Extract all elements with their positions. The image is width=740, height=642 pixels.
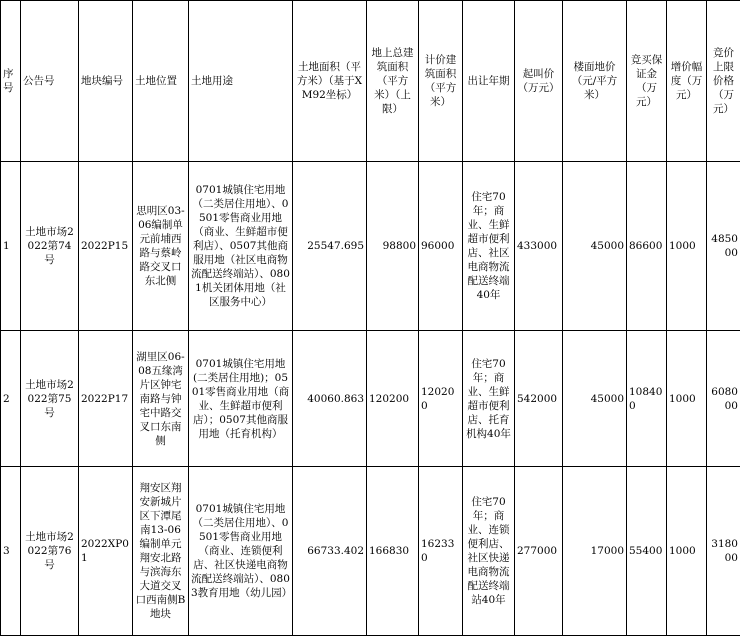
table-row: [1, 467, 740, 636]
header-area: 土地面积（平方米）（基于XM92坐标）: [293, 1, 367, 162]
cell-seq: 1: [1, 162, 21, 331]
cell-start-price: 542000: [515, 331, 563, 467]
cell-notice: 土地市场2022第75号: [21, 331, 79, 467]
header-floor-price: 楼面地价（元/平方米）: [563, 1, 627, 162]
cell-calc-area: 120200: [419, 331, 463, 467]
cell-location: 翔安区翔安新城片区下潭尾南13-06编制单元翔安北路与滨海东大道交叉口西南侧B地块: [133, 467, 189, 636]
cell-plot: 2022P17: [79, 331, 133, 467]
header-use: 土地用途: [189, 1, 293, 162]
header-plot: 地块编号: [79, 1, 133, 162]
cell-term: 住宅70年；商业、生鲜超市便利店、托育机构40年: [463, 331, 515, 467]
cell-seq: 3: [1, 467, 21, 636]
cell-use: 0701城镇住宅用地（二类居住用地）、0501零售商业用地（商业、连锁便利店、社区快递电商物流配送终端站）、0803教育用地（幼儿园）: [189, 467, 293, 636]
header-deposit: 竞买保证金（万元）: [627, 1, 667, 162]
header-term: 出让年期: [463, 1, 515, 162]
header-cap-price: 竞价上限价格（万元）: [707, 1, 740, 162]
cell-cap-price: 485000: [707, 162, 740, 331]
cell-term: 住宅70年；商业、生鲜超市便利店、社区电商物流配送终端40年: [463, 162, 515, 331]
header-seq: 序号: [1, 1, 21, 162]
cell-increment: 1000: [667, 331, 707, 467]
cell-term: 住宅70年；商业、连锁便利店、社区快递电商物流配送终端站40年: [463, 467, 515, 636]
cell-increment: 1000: [667, 467, 707, 636]
cell-building-cap: 166830: [367, 467, 419, 636]
cell-area: 25547.695: [293, 162, 367, 331]
cell-deposit: 86600: [627, 162, 667, 331]
cell-start-price: 433000: [515, 162, 563, 331]
cell-cap-price: 608000: [707, 331, 740, 467]
cell-cap-price: 318000: [707, 467, 740, 636]
header-notice: 公告号: [21, 1, 79, 162]
cell-floor-price: 45000: [563, 162, 627, 331]
cell-floor-price: 45000: [563, 331, 627, 467]
cell-notice: 土地市场2022第74号: [21, 162, 79, 331]
cell-calc-area: 162330: [419, 467, 463, 636]
table-row: [1, 331, 740, 467]
header-start-price: 起叫价（万元）: [515, 1, 563, 162]
cell-floor-price: 17000: [563, 467, 627, 636]
header-row: [1, 1, 740, 162]
cell-plot: 2022P15: [79, 162, 133, 331]
cell-plot: 2022XP01: [79, 467, 133, 636]
cell-increment: 1000: [667, 162, 707, 331]
cell-use: 0701城镇住宅用地（二类居住用地）、0501零售商业用地（商业、生鲜超市便利店）、0507其他商服用地（社区电商物流配送终端站）、0801机关团体用地（社区服务中心）: [189, 162, 293, 331]
cell-area: 66733.402: [293, 467, 367, 636]
cell-building-cap: 120200: [367, 331, 419, 467]
cell-location: 湖里区06-08五缘湾片区钟宅南路与钟宅中路交叉口东南侧: [133, 331, 189, 467]
cell-area: 40060.863: [293, 331, 367, 467]
cell-building-cap: 98800: [367, 162, 419, 331]
header-building-cap: 地上总建筑面积（平方米）（上限）: [367, 1, 419, 162]
cell-use: 0701城镇住宅用地(二类居住用地)；0501零售商业用地（商业、生鲜超市便利店）；0507其他商服用地（托育机构）: [189, 331, 293, 467]
cell-location: 思明区03-06编制单元前埔西路与蔡岭路交叉口东北侧: [133, 162, 189, 331]
cell-start-price: 277000: [515, 467, 563, 636]
cell-deposit: 55400: [627, 467, 667, 636]
cell-deposit: 108400: [627, 331, 667, 467]
cell-calc-area: 96000: [419, 162, 463, 331]
header-increment: 增价幅度（万元）: [667, 1, 707, 162]
cell-seq: 2: [1, 331, 21, 467]
cell-notice: 土地市场2022第76号: [21, 467, 79, 636]
header-calc-area: 计价建筑面积（平方米）: [419, 1, 463, 162]
table-row: [1, 162, 740, 331]
header-location: 土地位置: [133, 1, 189, 162]
